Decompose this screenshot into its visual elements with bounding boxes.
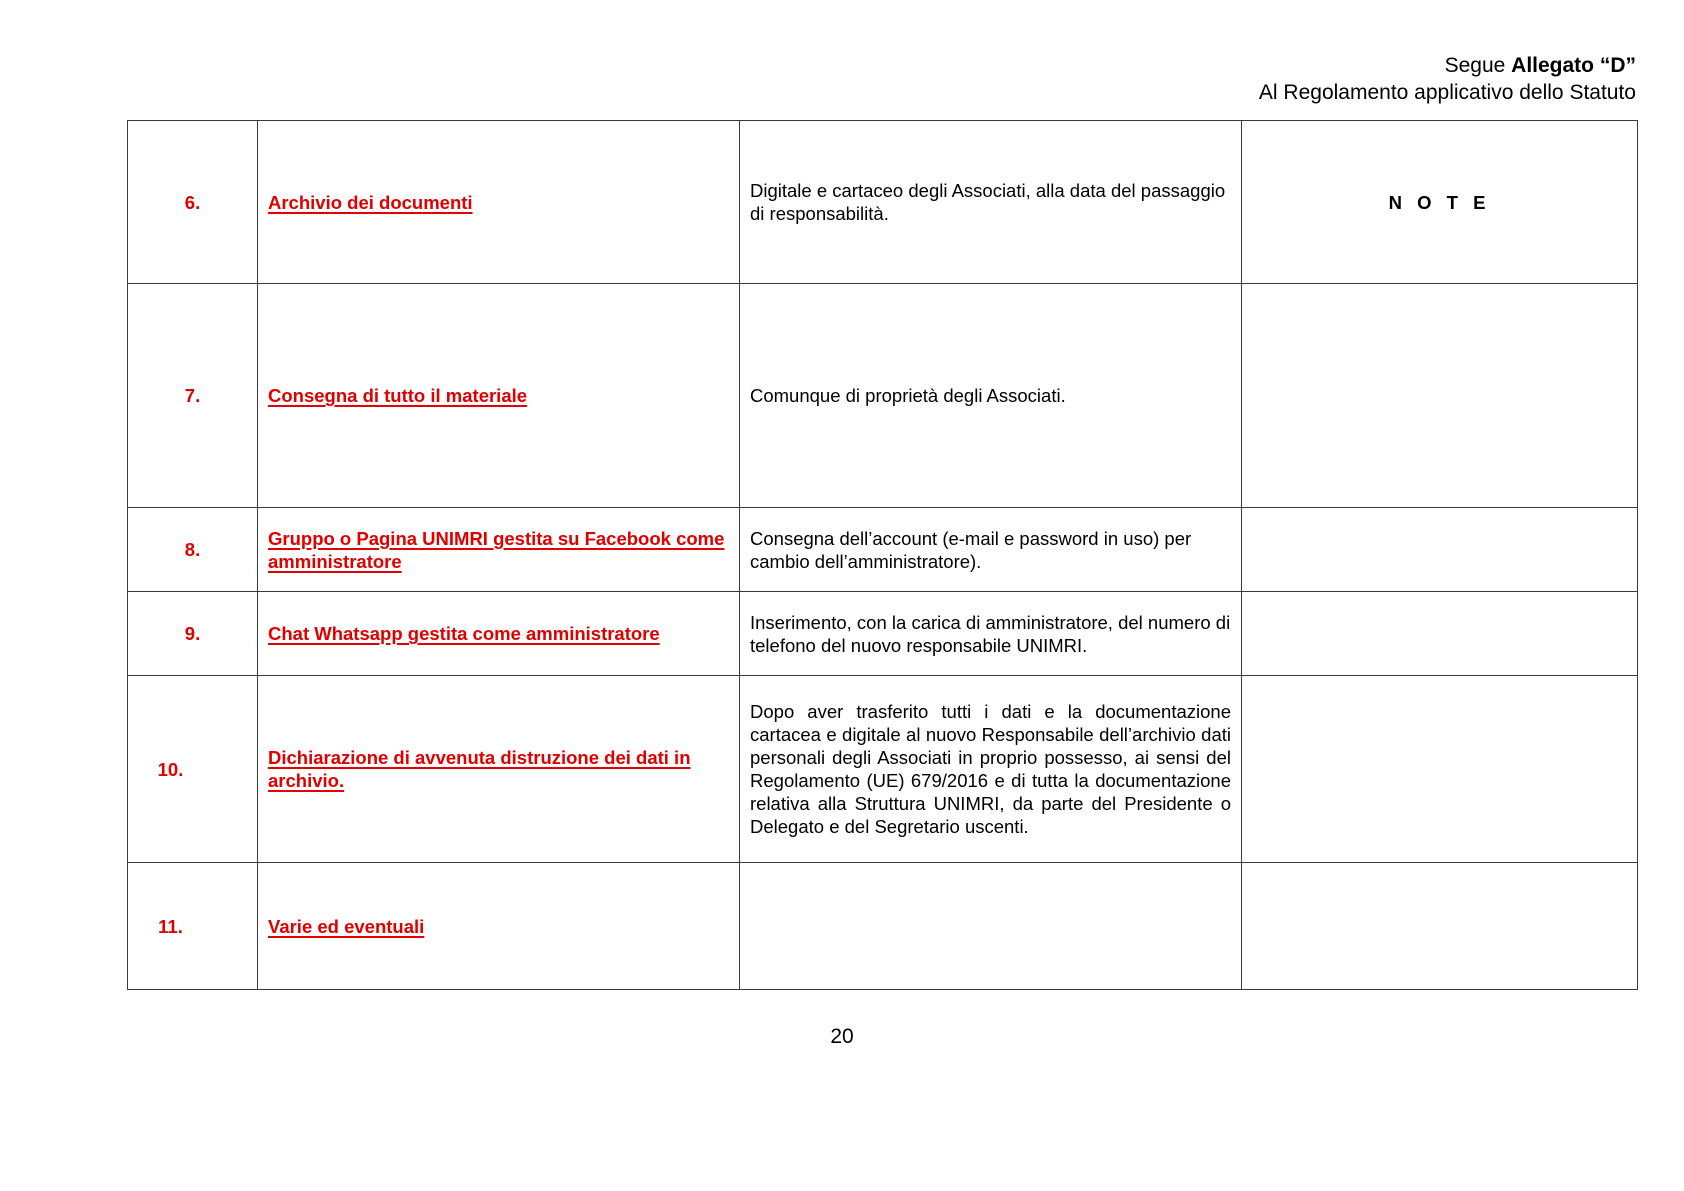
row-description: Digitale e cartaceo degli Associati, alla data del passaggio di responsabilità.: [740, 121, 1242, 284]
row-description: [740, 863, 1242, 990]
row-topic: Chat Whatsapp gestita come amministratore: [258, 592, 740, 676]
row-description: Consegna dell’account (e-mail e password in uso) per cambio dell’amministratore).: [740, 508, 1242, 592]
row-description: Comunque di proprietà degli Associati.: [740, 284, 1242, 508]
header-line-2: Al Regolamento applicativo dello Statuto: [1258, 81, 1636, 104]
row-topic: Consegna di tutto il materiale: [258, 284, 740, 508]
row-description: Dopo aver trasferito tutti i dati e la documentazione cartacea e digitale al nuovo Responsabile dell’archivio dati personali degli Associati in proprio possesso, ai sensi del Regolamento (UE) 679/2016 e di tutta la documentazione relativa alla Struttura UNIMRI, da parte del Presidente o Delegato e del Segretario uscenti.: [740, 676, 1242, 863]
row-topic: Gruppo o Pagina UNIMRI gestita su Facebook come amministratore: [258, 508, 740, 592]
header-line-1: [1259, 52, 1636, 79]
row-note: [1242, 676, 1638, 863]
row-number: 7.: [128, 284, 258, 508]
table-row: [128, 284, 1638, 508]
row-topic: Dichiarazione di avvenuta distruzione dei dati in archivio.: [258, 676, 740, 863]
table-row: [128, 676, 1638, 863]
notes-header: N O T E: [1242, 121, 1638, 284]
row-description: Inserimento, con la carica di amministratore, del numero di telefono del nuovo responsabile UNIMRI.: [740, 592, 1242, 676]
table-row: [128, 592, 1638, 676]
header-prefix: Segue: [1444, 54, 1512, 77]
page-number: 20: [830, 1025, 854, 1048]
row-note: [1242, 508, 1638, 592]
handover-table: [127, 120, 1638, 990]
row-topic: Varie ed eventuali: [258, 863, 740, 990]
row-number: 6.: [128, 121, 258, 284]
row-number: 10.: [128, 676, 258, 863]
row-topic: Archivio dei documenti: [258, 121, 740, 284]
row-number: 8.: [128, 508, 258, 592]
row-number: 9.: [128, 592, 258, 676]
row-note: [1242, 863, 1638, 990]
row-note: [1242, 592, 1638, 676]
row-note: [1242, 284, 1638, 508]
header-annex-label: Allegato “D”: [1511, 54, 1636, 77]
table-row: [128, 508, 1638, 592]
row-number: 11.: [128, 863, 258, 990]
table-row: [128, 121, 1638, 284]
table-row: [128, 863, 1638, 990]
page-header: [1259, 52, 1636, 106]
